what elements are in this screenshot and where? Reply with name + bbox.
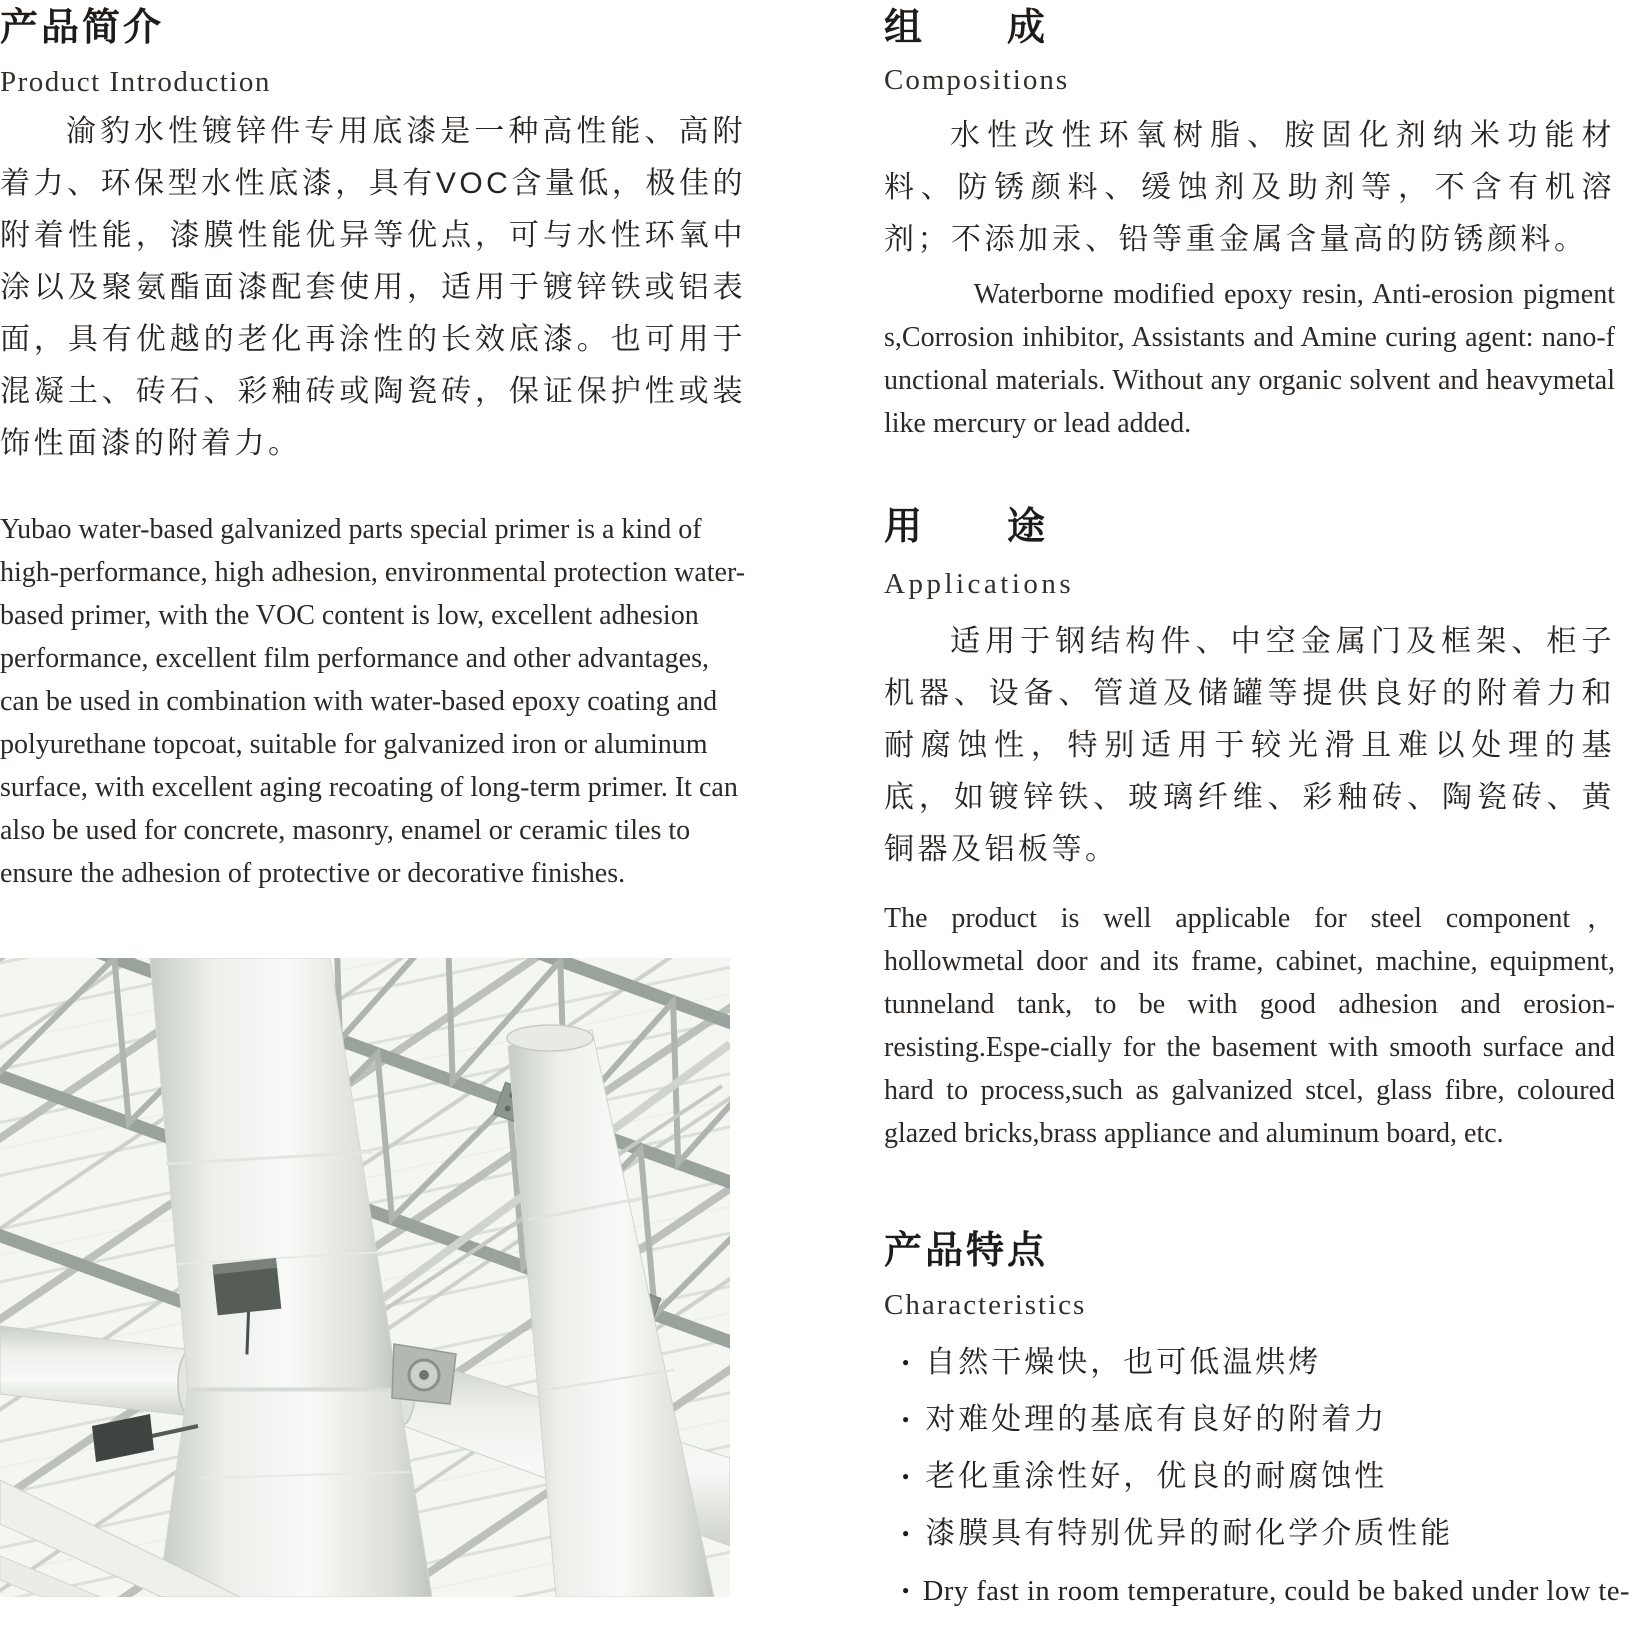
feature-text: Dry fast in room temperature, could be baked under low te- — [922, 1576, 1630, 1607]
applications-title-en: Applications — [884, 568, 1075, 600]
characteristics-title-en: Characteristics — [884, 1289, 1087, 1321]
feature-item — [902, 1448, 1633, 1505]
feature-item — [902, 1562, 1633, 1620]
bullet-icon: ● — [902, 1526, 913, 1540]
feature-text: 对难处理的基底有良好的附着力 — [925, 1403, 1388, 1436]
left-column — [0, 0, 746, 1640]
applications-body-en: The product is well applicable for steel component， hollowmetal door and its frame, cabinet, machine, equipment, tunneland tank, to be with good adhesion and erosion-resisting.Espe-cially for the basement with smooth surface and hard to process,such as galvanized stcel, glass fibre, coloured glazed bricks,brass appliance and aluminum board, etc. — [884, 903, 1615, 1149]
characteristics-title-cn: 产品特点 — [884, 1230, 1049, 1272]
product-introduction-title-en: Product Introduction — [0, 66, 271, 98]
product-introduction-title-cn: 产品简介 — [0, 7, 165, 49]
feature-item — [902, 1391, 1633, 1448]
pipe-node-hinge — [392, 1344, 456, 1404]
product-introduction-body-en: Yubao water-based galvanized parts special primer is a kind of high-performance, high adhesion, environmental protection water-based primer, with the VOC content is low, excellent adhesion performance, excellent film performance and other advantages, can be used in combination with water-based epoxy coating and polyurethane topcoat, suitable for galvanized iron or aluminum surface, with excellent aging recoating of long-term primer. It can also be used for concrete, masonry, enamel or ceramic tiles to ensure the adhesion of protective or decorative finishes. — [0, 514, 746, 889]
bullet-icon: ● — [902, 1469, 913, 1483]
compositions-title-en: Compositions — [884, 64, 1070, 96]
feature-item — [902, 1334, 1633, 1391]
feature-item — [902, 1505, 1633, 1562]
steel-structure-illustration — [0, 958, 730, 1597]
bullet-icon: ● — [902, 1412, 913, 1426]
bullet-icon: ● — [902, 1355, 913, 1369]
feature-text: 老化重涂性好，优良的耐腐蚀性 — [925, 1460, 1388, 1493]
compositions-body-cn: 水性改性环氧树脂、胺固化剂纳米功能材料、防锈颜料、缓蚀剂及助剂等，不含有机溶剂；不添加汞、铅等重金属含量高的防锈颜料。 — [884, 119, 1615, 256]
product-introduction-body-cn: 渝豹水性镀锌件专用底漆是一种高性能、高附着力、环保型水性底漆，具有VOC含量低，极佳的附着性能，漆膜性能优异等优点，可与水性环氧中涂以及聚氨酯面漆配套使用，适用于镀锌铁或铝表面，具有优越的老化再涂性的长效底漆。也可用于混凝土、砖石、彩釉砖或陶瓷砖，保证保护性或装饰性面漆的附着力。 — [0, 115, 746, 460]
steel-structure-photo — [0, 958, 730, 1597]
right-column — [884, 0, 1630, 1640]
feature-text: 自然干燥快，也可低温烘烤 — [925, 1346, 1322, 1379]
characteristics-list — [884, 1334, 1633, 1620]
compositions-title-cn: 组 成 — [884, 7, 1049, 49]
applications-title-cn: 用 途 — [884, 506, 1049, 548]
applications-body-cn: 适用于钢结构件、中空金属门及框架、柜子机器、设备、管道及储罐等提供良好的附着力和耐腐蚀性，特别适用于较光滑且难以处理的基底，如镀锌铁、玻璃纤维、彩釉砖、陶瓷砖、黄铜器及铝板等。 — [884, 625, 1615, 866]
feature-text: 漆膜具有特别优异的耐化学介质性能 — [925, 1517, 1454, 1550]
bullet-icon: ● — [902, 1583, 910, 1597]
compositions-body-en: Waterborne modified epoxy resin, Anti-erosion pigments,Corrosion inhibitor, Assistants and Amine curing agent: nano-functional materials. Without any organic solvent and heavymetal like mercury or lead added. — [884, 279, 1615, 439]
